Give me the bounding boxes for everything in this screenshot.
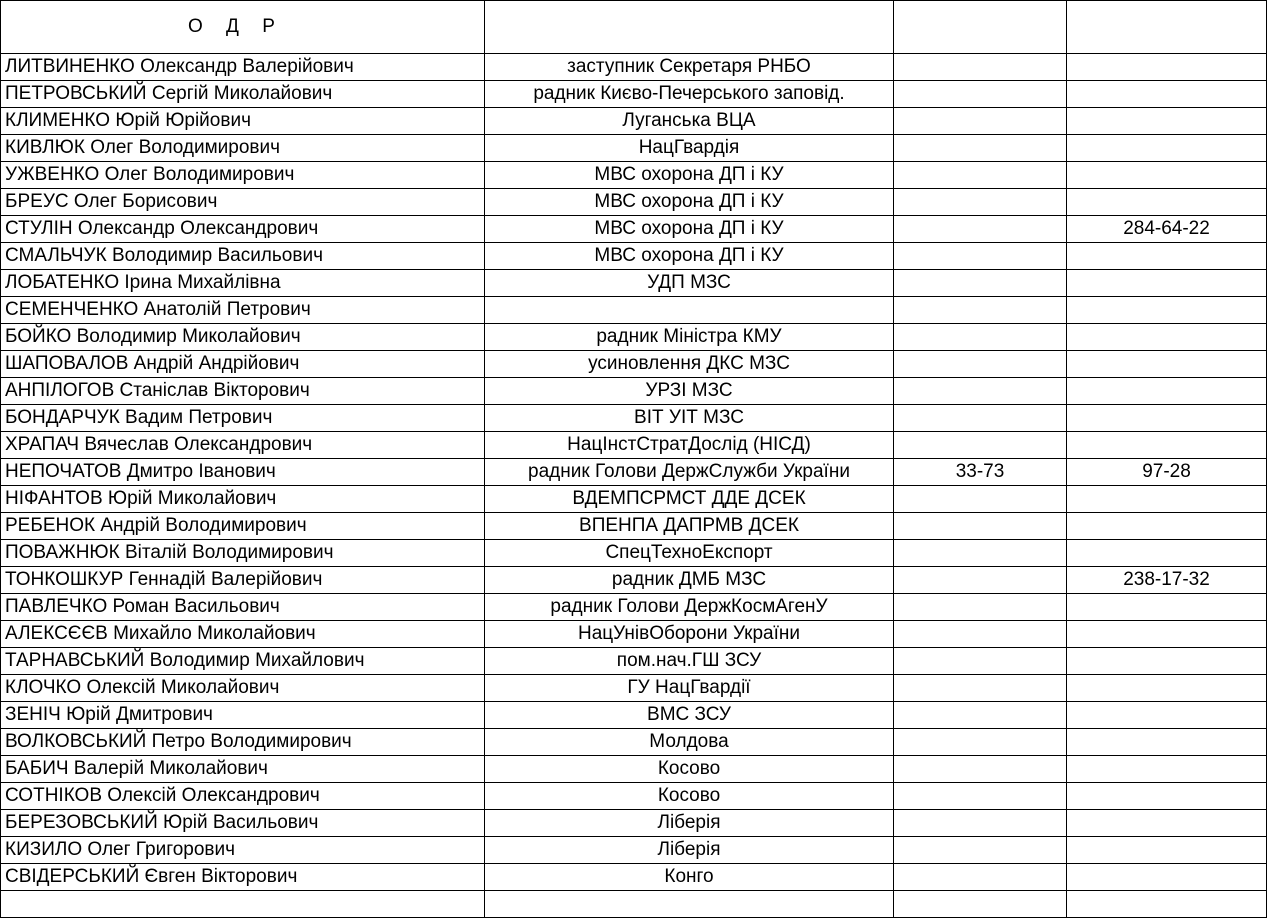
name-cell[interactable]: БОНДАРЧУК Вадим Петрович xyxy=(1,405,485,432)
phone1-cell[interactable] xyxy=(894,324,1067,351)
phone1-cell[interactable] xyxy=(894,270,1067,297)
name-cell[interactable]: АЛЕКСЄЄВ Михайло Миколайович xyxy=(1,621,485,648)
table-row xyxy=(1,459,1267,486)
phone2-cell[interactable] xyxy=(1067,891,1267,918)
name-cell[interactable]: СВІДЕРСЬКИЙ Євген Вікторович xyxy=(1,864,485,891)
table-row xyxy=(1,54,1267,81)
position-cell[interactable]: ВІТ УІТ МЗС xyxy=(485,405,894,432)
position-cell[interactable]: НацГвардія xyxy=(485,135,894,162)
phone1-cell[interactable] xyxy=(894,135,1067,162)
phone2-cell[interactable] xyxy=(1067,486,1267,513)
table-row xyxy=(1,513,1267,540)
name-cell[interactable]: КЛОЧКО Олексій Миколайович xyxy=(1,675,485,702)
phone2-cell[interactable] xyxy=(1067,783,1267,810)
phone1-cell[interactable] xyxy=(894,513,1067,540)
table-row xyxy=(1,162,1267,189)
phone2-cell[interactable] xyxy=(1067,189,1267,216)
phone2-cell[interactable] xyxy=(1067,81,1267,108)
phone2-cell[interactable] xyxy=(1067,810,1267,837)
name-cell[interactable]: ЛИТВИНЕНКО Олександр Валерійович xyxy=(1,54,485,81)
name-cell[interactable]: ШАПОВАЛОВ Андрій Андрійович xyxy=(1,351,485,378)
position-cell[interactable]: усиновлення ДКС МЗС xyxy=(485,351,894,378)
position-cell[interactable]: Луганська ВЦА xyxy=(485,108,894,135)
table-row xyxy=(1,540,1267,567)
position-cell[interactable]: ВПЕНПА ДАПРМВ ДСЕК xyxy=(485,513,894,540)
phone2-cell[interactable]: 284-64-22 xyxy=(1067,216,1267,243)
table-row xyxy=(1,783,1267,810)
table-row xyxy=(1,324,1267,351)
phone1-cell[interactable] xyxy=(894,783,1067,810)
table-row xyxy=(1,486,1267,513)
title-empty-cell[interactable] xyxy=(485,1,894,54)
phone1-cell[interactable] xyxy=(894,864,1067,891)
table-row xyxy=(1,378,1267,405)
name-cell[interactable]: КИВЛЮК Олег Володимирович xyxy=(1,135,485,162)
phone1-cell[interactable] xyxy=(894,702,1067,729)
phone2-cell[interactable] xyxy=(1067,837,1267,864)
position-cell[interactable]: радник Києво-Печерського заповід. xyxy=(485,81,894,108)
position-cell[interactable]: радник Міністра КМУ xyxy=(485,324,894,351)
name-cell[interactable]: УЖВЕНКО Олег Володимирович xyxy=(1,162,485,189)
position-cell[interactable]: СпецТехноЕкспорт xyxy=(485,540,894,567)
position-cell[interactable]: Ліберія xyxy=(485,837,894,864)
name-cell[interactable]: КИЗИЛО Олег Григорович xyxy=(1,837,485,864)
phone2-cell[interactable]: 238-17-32 xyxy=(1067,567,1267,594)
name-cell[interactable]: ЛОБАТЕНКО Ірина Михайлівна xyxy=(1,270,485,297)
table-row xyxy=(1,594,1267,621)
table-row xyxy=(1,675,1267,702)
phone1-cell[interactable]: 33-73 xyxy=(894,459,1067,486)
table-row xyxy=(1,351,1267,378)
name-cell[interactable]: ТАРНАВСЬКИЙ Володимир Михайлович xyxy=(1,648,485,675)
name-cell[interactable]: ТОНКОШКУР Геннадій Валерійович xyxy=(1,567,485,594)
name-cell[interactable]: ПАВЛЕЧКО Роман Васильович xyxy=(1,594,485,621)
name-cell[interactable]: ЗЕНІЧ Юрій Дмитрович xyxy=(1,702,485,729)
spreadsheet-body xyxy=(1,1,1267,918)
phone1-cell[interactable] xyxy=(894,81,1067,108)
phone2-cell[interactable] xyxy=(1067,513,1267,540)
phone1-cell[interactable] xyxy=(894,540,1067,567)
phone1-cell[interactable] xyxy=(894,378,1067,405)
phone1-cell[interactable] xyxy=(894,216,1067,243)
table-row xyxy=(1,243,1267,270)
phone2-cell[interactable] xyxy=(1067,54,1267,81)
table-row xyxy=(1,729,1267,756)
position-cell[interactable]: МВС охорона ДП і КУ xyxy=(485,216,894,243)
phone2-cell[interactable] xyxy=(1067,756,1267,783)
phone1-cell[interactable] xyxy=(894,189,1067,216)
name-cell[interactable]: КЛИМЕНКО Юрій Юрійович xyxy=(1,108,485,135)
name-cell[interactable]: ХРАПАЧ Вячеслав Олександрович xyxy=(1,432,485,459)
phone2-cell[interactable] xyxy=(1067,864,1267,891)
phone1-cell[interactable] xyxy=(894,432,1067,459)
name-cell[interactable]: СМАЛЬЧУК Володимир Васильович xyxy=(1,243,485,270)
position-cell[interactable]: Косово xyxy=(485,783,894,810)
position-cell[interactable]: пом.нач.ГШ ЗСУ xyxy=(485,648,894,675)
phone2-cell[interactable] xyxy=(1067,648,1267,675)
position-cell[interactable]: УДП МЗС xyxy=(485,270,894,297)
phone1-cell[interactable] xyxy=(894,486,1067,513)
phone1-cell[interactable] xyxy=(894,837,1067,864)
position-cell[interactable]: Молдова xyxy=(485,729,894,756)
position-cell[interactable] xyxy=(485,297,894,324)
phone2-cell[interactable] xyxy=(1067,621,1267,648)
phone2-cell[interactable] xyxy=(1067,297,1267,324)
name-cell[interactable]: АНПІЛОГОВ Станіслав Вікторович xyxy=(1,378,485,405)
phone1-cell[interactable] xyxy=(894,351,1067,378)
name-cell[interactable] xyxy=(1,891,485,918)
name-cell[interactable]: СОТНІКОВ Олексій Олександрович xyxy=(1,783,485,810)
position-cell[interactable]: радник ДМБ МЗС xyxy=(485,567,894,594)
phone2-cell[interactable] xyxy=(1067,432,1267,459)
table-row xyxy=(1,567,1267,594)
name-cell[interactable]: ПОВАЖНЮК Віталій Володимирович xyxy=(1,540,485,567)
position-cell[interactable]: НацУнівОборони України xyxy=(485,621,894,648)
phone1-cell[interactable] xyxy=(894,54,1067,81)
table-row xyxy=(1,216,1267,243)
name-cell[interactable]: ВОЛКОВСЬКИЙ Петро Володимирович xyxy=(1,729,485,756)
phone1-cell[interactable] xyxy=(894,243,1067,270)
phone1-cell[interactable] xyxy=(894,891,1067,918)
title-row xyxy=(1,1,1267,54)
phone1-cell[interactable] xyxy=(894,648,1067,675)
phone2-cell[interactable] xyxy=(1067,540,1267,567)
table-row xyxy=(1,702,1267,729)
phone1-cell[interactable] xyxy=(894,729,1067,756)
name-cell[interactable]: РЕБЕНОК Андрій Володимирович xyxy=(1,513,485,540)
position-cell[interactable]: Косово xyxy=(485,756,894,783)
position-cell[interactable]: ВДЕМПСРМСТ ДДЕ ДСЕК xyxy=(485,486,894,513)
table-row xyxy=(1,189,1267,216)
phone1-cell[interactable] xyxy=(894,405,1067,432)
name-cell[interactable]: БРЕУС Олег Борисович xyxy=(1,189,485,216)
phone2-cell[interactable] xyxy=(1067,324,1267,351)
position-cell[interactable]: УРЗІ МЗС xyxy=(485,378,894,405)
table-row xyxy=(1,891,1267,918)
name-cell[interactable]: БОЙКО Володимир Миколайович xyxy=(1,324,485,351)
phone2-cell[interactable] xyxy=(1067,351,1267,378)
phone2-cell[interactable] xyxy=(1067,702,1267,729)
title-empty-cell[interactable] xyxy=(1067,1,1267,54)
name-cell[interactable]: НІФАНТОВ Юрій Миколайович xyxy=(1,486,485,513)
table-row xyxy=(1,648,1267,675)
position-cell[interactable]: НацІнстСтратДослід (НІСД) xyxy=(485,432,894,459)
table-row xyxy=(1,621,1267,648)
name-cell[interactable]: ПЕТРОВСЬКИЙ Сергій Миколайович xyxy=(1,81,485,108)
table-row xyxy=(1,432,1267,459)
phone1-cell[interactable] xyxy=(894,594,1067,621)
table-row xyxy=(1,108,1267,135)
table-row xyxy=(1,270,1267,297)
phone2-cell[interactable] xyxy=(1067,405,1267,432)
title-cell[interactable]: О Д Р xyxy=(1,1,485,54)
phone2-cell[interactable] xyxy=(1067,270,1267,297)
position-cell[interactable]: заступник Секретаря РНБО xyxy=(485,54,894,81)
phone1-cell[interactable] xyxy=(894,675,1067,702)
phone2-cell[interactable] xyxy=(1067,162,1267,189)
phone2-cell[interactable] xyxy=(1067,108,1267,135)
table-row xyxy=(1,864,1267,891)
phone2-cell[interactable] xyxy=(1067,378,1267,405)
phone2-cell[interactable] xyxy=(1067,243,1267,270)
table-row xyxy=(1,837,1267,864)
table-row xyxy=(1,135,1267,162)
name-cell[interactable]: СЕМЕНЧЕНКО Анатолій Петрович xyxy=(1,297,485,324)
table-row xyxy=(1,756,1267,783)
phone1-cell[interactable] xyxy=(894,621,1067,648)
position-cell[interactable]: ГУ НацГвардії xyxy=(485,675,894,702)
phone2-cell[interactable] xyxy=(1067,729,1267,756)
phone1-cell[interactable] xyxy=(894,297,1067,324)
phone1-cell[interactable] xyxy=(894,162,1067,189)
phone2-cell[interactable] xyxy=(1067,594,1267,621)
position-cell[interactable]: МВС охорона ДП і КУ xyxy=(485,189,894,216)
phone2-cell[interactable] xyxy=(1067,135,1267,162)
position-cell[interactable] xyxy=(485,891,894,918)
name-cell[interactable]: БЕРЕЗОВСЬКИЙ Юрій Васильович xyxy=(1,810,485,837)
name-cell[interactable]: НЕПОЧАТОВ Дмитро Іванович xyxy=(1,459,485,486)
position-cell[interactable]: МВС охорона ДП і КУ xyxy=(485,243,894,270)
phone2-cell[interactable] xyxy=(1067,675,1267,702)
position-cell[interactable]: ВМС ЗСУ xyxy=(485,702,894,729)
name-cell[interactable]: СТУЛІН Олександр Олександрович xyxy=(1,216,485,243)
position-cell[interactable]: Ліберія xyxy=(485,810,894,837)
table-row xyxy=(1,81,1267,108)
name-cell[interactable]: БАБИЧ Валерій Миколайович xyxy=(1,756,485,783)
position-cell[interactable]: Конго xyxy=(485,864,894,891)
title-empty-cell[interactable] xyxy=(894,1,1067,54)
position-cell[interactable]: МВС охорона ДП і КУ xyxy=(485,162,894,189)
phone1-cell[interactable] xyxy=(894,810,1067,837)
position-cell[interactable]: радник Голови ДержСлужби України xyxy=(485,459,894,486)
table-row xyxy=(1,810,1267,837)
phone2-cell[interactable]: 97-28 xyxy=(1067,459,1267,486)
table-row xyxy=(1,405,1267,432)
phone1-cell[interactable] xyxy=(894,567,1067,594)
position-cell[interactable]: радник Голови ДержКосмАгенУ xyxy=(485,594,894,621)
table-row xyxy=(1,297,1267,324)
phone1-cell[interactable] xyxy=(894,756,1067,783)
phone1-cell[interactable] xyxy=(894,108,1067,135)
